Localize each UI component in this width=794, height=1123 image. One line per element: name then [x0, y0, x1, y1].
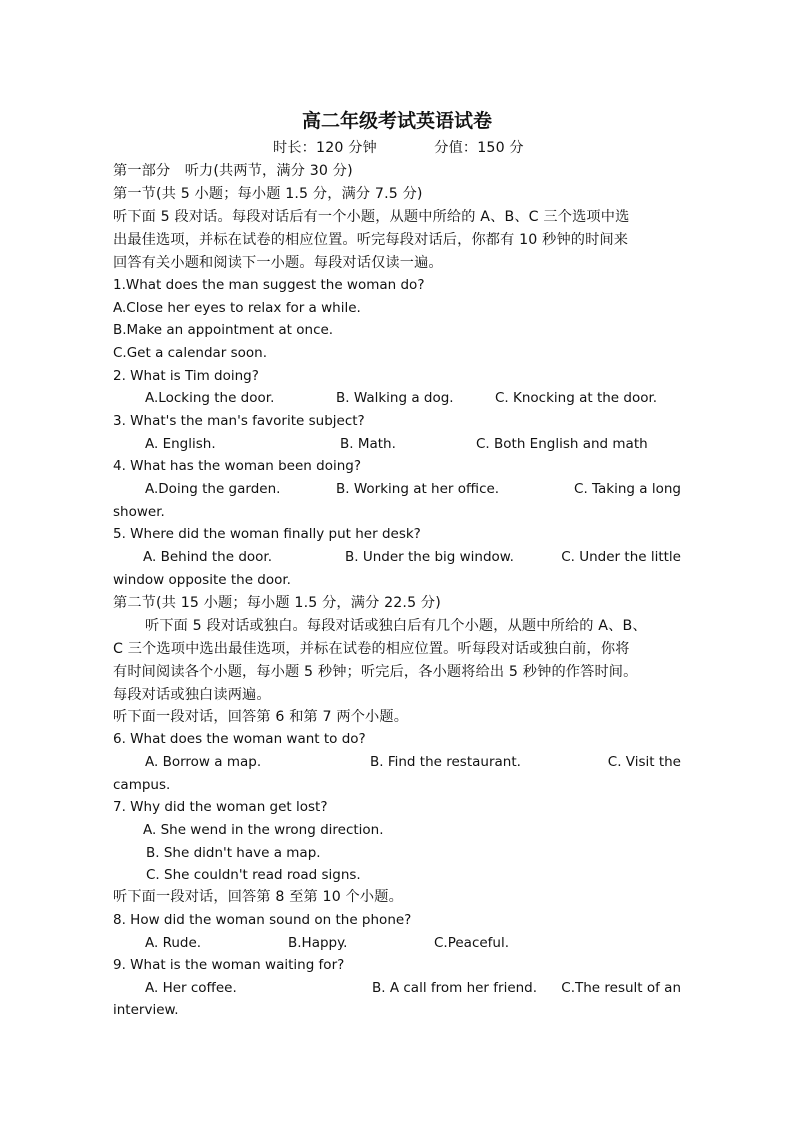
question-6-option-c: C. Visit the — [607, 754, 681, 770]
question-6-option-a: A. Borrow a map. — [145, 754, 262, 770]
exam-title: 高二年级考试英语试卷 — [301, 110, 492, 132]
question-4-option-a: A.Doing the garden. — [145, 481, 281, 497]
part1-heading: 第一部分 听力(共两节，满分 30 分) — [113, 163, 353, 179]
question-6-option-b: B. Find the restaurant. — [370, 754, 521, 770]
question-7-option-c: C. She couldn't read road signs. — [146, 867, 361, 883]
question-7-stem: 7. Why did the woman get lost? — [113, 799, 328, 815]
section2-instruction-line: C 三个选项中选出最佳选项，并标在试卷的相应位置。听每段对话或独白前，你将 — [113, 641, 630, 657]
section2-instruction-line: 听下面 5 段对话或独白。每段对话或独白后有几个小题，从题中所给的 A、B、 — [145, 618, 647, 634]
question-4-option-b: B. Working at her office. — [336, 481, 500, 497]
dialog-8-10-heading: 听下面一段对话，回答第 8 至第 10 个小题。 — [113, 889, 403, 905]
question-9-option-b: B. A call from her friend. — [372, 980, 538, 996]
question-1-option-b: B.Make an appointment at once. — [113, 322, 334, 338]
score-label: 分值：150 分 — [434, 140, 524, 156]
question-2-option-c: C. Knocking at the door. — [495, 390, 658, 406]
question-3-option-c: C. Both English and math — [476, 436, 648, 452]
question-9-stem: 9. What is the woman waiting for? — [113, 957, 345, 973]
question-1-option-c: C.Get a calendar soon. — [113, 345, 268, 361]
question-9-option-c-continued: interview. — [113, 1002, 179, 1018]
section2-instruction-line: 每段对话或独白读两遍。 — [113, 687, 271, 703]
question-4-option-c: C. Taking a long — [574, 481, 681, 497]
question-8-stem: 8. How did the woman sound on the phone? — [113, 912, 412, 928]
question-8-option-b: B.Happy. — [288, 935, 348, 951]
question-6-stem: 6. What does the woman want to do? — [113, 731, 366, 747]
duration-label: 时长：120 分钟 — [273, 140, 377, 156]
question-2-stem: 2. What is Tim doing? — [113, 368, 259, 384]
question-6-option-c-continued: campus. — [113, 777, 171, 793]
section2-heading: 第二节(共 15 小题；每小题 1.5 分，满分 22.5 分) — [113, 595, 441, 611]
section1-instruction-line: 出最佳选项，并标在试卷的相应位置。听完每段对话后，你都有 10 秒钟的时间来 — [113, 232, 629, 248]
question-5-option-b: B. Under the big window. — [345, 549, 514, 565]
question-8-option-a: A. Rude. — [145, 935, 202, 951]
question-1-option-a: A.Close her eyes to relax for a while. — [113, 300, 361, 316]
question-9-option-c: C.The result of an — [561, 980, 681, 996]
section1-heading: 第一节(共 5 小题；每小题 1.5 分，满分 7.5 分) — [113, 186, 423, 202]
question-3-option-a: A. English. — [145, 436, 216, 452]
exam-meta — [273, 138, 593, 158]
dialog-6-7-heading: 听下面一段对话，回答第 6 和第 7 两个小题。 — [113, 709, 409, 725]
question-7-option-b: B. She didn't have a map. — [146, 845, 321, 861]
question-4-stem: 4. What has the woman been doing? — [113, 458, 362, 474]
question-3-option-b: B. Math. — [340, 436, 396, 452]
question-9-option-a: A. Her coffee. — [145, 980, 237, 996]
question-3-stem: 3. What's the man's favorite subject? — [113, 413, 365, 429]
question-7-option-a: A. She wend in the wrong direction. — [143, 822, 384, 838]
question-4-option-c-continued: shower. — [113, 504, 165, 520]
question-5-option-c: C. Under the little — [561, 549, 681, 565]
question-5-option-c-continued: window opposite the door. — [113, 572, 291, 588]
question-5-option-a: A. Behind the door. — [143, 549, 273, 565]
section2-instruction-line: 有时间阅读各个小题，每小题 5 秒钟；听完后，各小题将给出 5 秒钟的作答时间。 — [113, 664, 638, 680]
question-5-stem: 5. Where did the woman finally put her desk? — [113, 526, 421, 542]
question-1-stem: 1.What does the man suggest the woman do? — [113, 277, 425, 293]
question-2-option-a: A.Locking the door. — [145, 390, 275, 406]
section1-instruction-line: 回答有关小题和阅读下一小题。每段对话仅读一遍。 — [113, 255, 443, 271]
question-2-option-b: B. Walking a dog. — [336, 390, 454, 406]
question-8-option-c: C.Peaceful. — [434, 935, 510, 951]
section1-instruction-line: 听下面 5 段对话。每段对话后有一个小题，从题中所给的 A、B、C 三个选项中选 — [113, 209, 630, 225]
